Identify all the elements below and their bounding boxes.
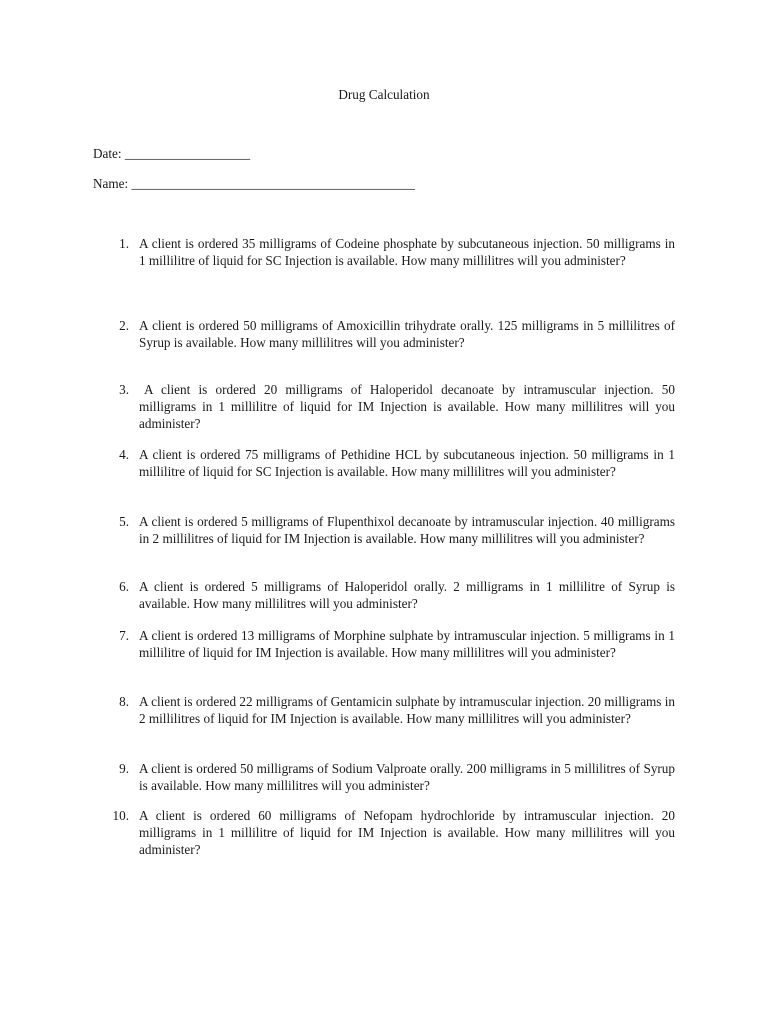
question-number: 6. [119, 579, 129, 594]
question-number: 9. [119, 761, 129, 776]
question-number: 2. [119, 318, 129, 333]
question-number: 7. [119, 628, 129, 643]
question-number: 8. [119, 694, 129, 709]
date-field: Date: ___________________ [93, 146, 251, 161]
question-text: A client is ordered 35 milligrams of Codeine phosphate by subcutaneous injection. 50 milligrams in 1 millilitre of liquid for SC Injection is available. How many millilitres will you administer? [139, 236, 675, 268]
question-text: A client is ordered 13 milligrams of Morphine sulphate by intramuscular injection. 5 milligrams in 1 millilitre of liquid for IM Injection is available. How many millilitres will you administer? [139, 628, 675, 660]
question-text: A client is ordered 5 milligrams of Haloperidol orally. 2 milligrams in 1 millilitre of Syrup is available. How many millilitres will you administer? [139, 579, 675, 611]
question-text: A client is ordered 20 milligrams of Haloperidol decanoate by intramuscular injection. 50 milligrams in 1 millilitre of liquid for IM Injection is available. How many millilitres will you administer? [139, 382, 675, 431]
question-text: A client is ordered 60 milligrams of Nefopam hydrochloride by intramuscular injection. 20 milligrams in 1 millilitre of liquid for IM Injection is available. How many millilitres will you administer? [139, 808, 675, 857]
name-field: Name: ___________________________________________ [93, 176, 415, 191]
question-number: 3. [119, 382, 129, 397]
question-number: 1. [119, 236, 129, 251]
question-text: A client is ordered 50 milligrams of Amoxicillin trihydrate orally. 125 milligrams in 5 millilitres of Syrup is available. How many millilitres will you administer? [139, 318, 675, 350]
question-number: 4. [119, 447, 129, 462]
document-title: Drug Calculation [338, 87, 430, 102]
question-text: A client is ordered 75 milligrams of Pethidine HCL by subcutaneous injection. 50 milligrams in 1 millilitre of liquid for SC Injection is available. How many millilitres will you administer? [139, 447, 675, 479]
question-number: 10. [112, 808, 129, 823]
question-text: A client is ordered 22 milligrams of Gentamicin sulphate by intramuscular injection. 20 milligrams in 2 millilitres of liquid for IM Injection is available. How many millilitres will you administer? [139, 694, 675, 726]
question-text: A client is ordered 5 milligrams of Flupenthixol decanoate by intramuscular injection. 40 milligrams in 2 millilitres of liquid for IM Injection is available. How many millilitres will you administer? [139, 514, 675, 546]
question-number: 5. [119, 514, 129, 529]
question-text: A client is ordered 50 milligrams of Sodium Valproate orally. 200 milligrams in 5 millilitres of Syrup is available. How many millilitres will you administer? [139, 761, 675, 793]
